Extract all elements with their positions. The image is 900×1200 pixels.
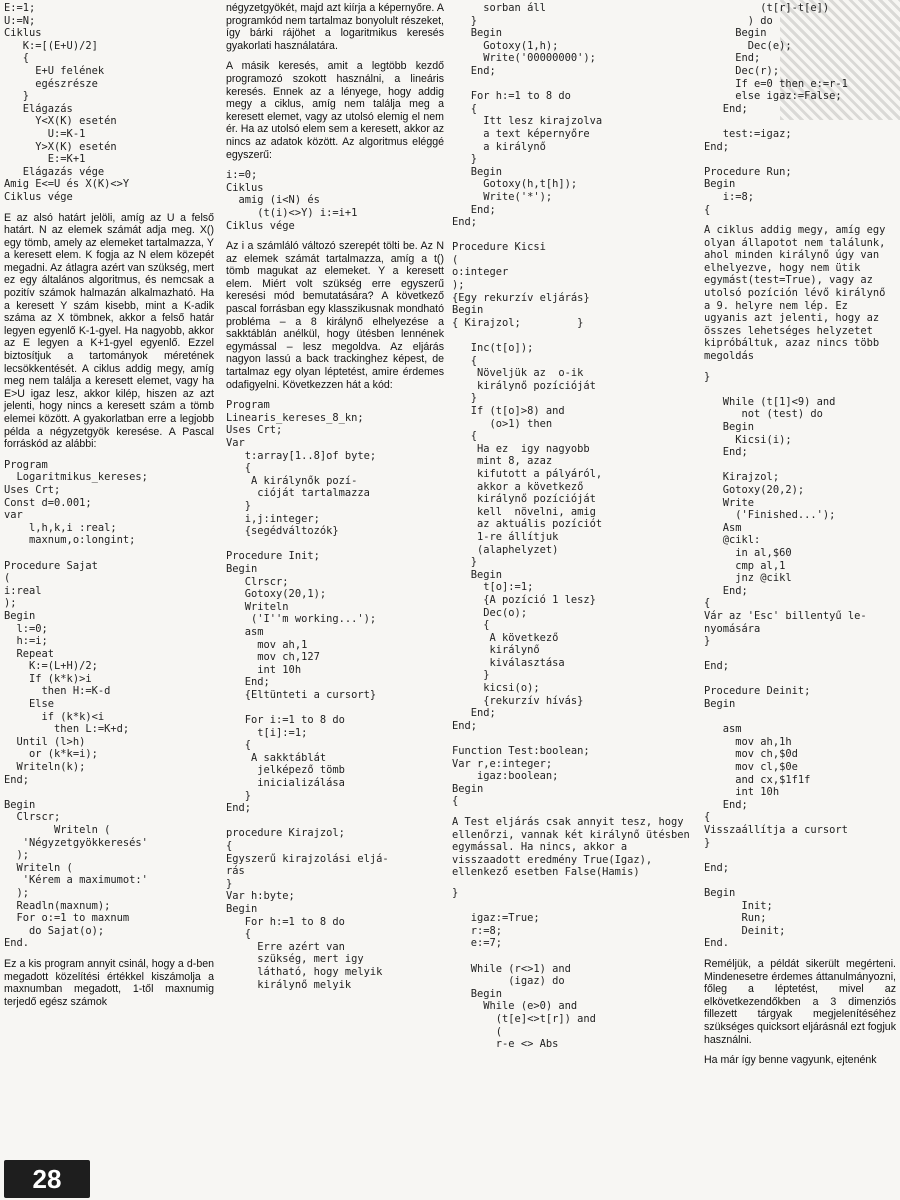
paragraph: A másik keresés, amit a legtöbb kezdő programozó szokott használni, a lineáris keresés. Ennek az a lényege, hogy addig megy a ciklus, amíg nem találja meg a keresett elemet, vagy az utolsó elemig el nem ér. Ha az utolsó elem sem a keresett, akkor az nincs az adatok között. Az algoritmus eléggé egyszerű: (226, 60, 444, 161)
code-block: (t[r]-t[e]) ) do Begin Dec(e); End; Dec(r); If e=0 then e:=r-1 else igaz:=False; End; test:=igaz; End; Procedure Run; Begin i:=8; { (704, 2, 848, 216)
code-comment-paragraph: A ciklus addig megy, amíg egy olyan állapotot nem találunk, ahol minden királynő úgy van elhelyezve, hogy nem ütik egymást(test=True), vagy az utolsó pozíción lévő királynő a 9. helyre nem lép. Ez ugyanis azt jelenti, hogy az összes lehetséges helyzetet kipróbáltuk, azaz nincs több megoldás (704, 224, 892, 363)
code-block: } igaz:=True; r:=8; e:=7; While (r<>1) and (igaz) do Begin While (e>0) and (t[e]<>t[r]) and ( r-e <> Abs (452, 886, 596, 1051)
code-block: sorban áll } Begin Gotoxy(1,h); Write('00000000'); End; For h:=1 to 8 do { Itt lesz kirajzolva a text képernyőre a királynő } Begin Gotoxy(h,t[h]); Write('*'); End; End; Procedure Kicsi ( o:integer ); {Egy rekurzív eljárás} Begin { Kirajzol; } Inc(t[o]); { Növeljük az o-ik királynő pozícióját } If (t[o]>8) and (o>1) then { Ha ez igy nagyobb mint 8, azaz kifutott a pályáról, akkor a következő királynő pozícióját kell növelni, amig az aktuális pozíciót 1-re állítjuk (alaphelyzet) } Begin t[o]:=1; {A pozíció 1 lesz} Dec(o); { A következő királynő kiválasztása } kicsi(o); {rekurzív hívás} End; End; Function Test:boolean; Var r,e:integer; igaz:boolean; Begin { (452, 2, 603, 808)
code-block: Program Linearis_kereses_8_kn; Uses Crt; Var t:array[1..8]of byte; { A királynők pozí- cióját tartalmazza } i,j:integer; {segédváltozók} Procedure Init; Begin Clrscr; Gotoxy(20,1); Writeln ('I''m working...'); asm mov ah,1 mov ch,127 int 10h End; {Eltünteti a cursort} For i:=1 to 8 do t[i]:=1; { A sakktáblát jelképező tömb inicializálása } End; procedure Kirajzol; { Egyszerű kirajzolási eljá- rás } Var h:byte; Begin For h:=1 to 8 do { Erre azért van szükség, mert igy látható, hogy melyik királynő melyik (226, 399, 389, 991)
paragraph: E az alsó határt jelöli, amíg az U a felső határt. N az elemek számát adja meg. X() egy tömb, amely az elemeket tartalmazza, Y a keresett elem. K fogja az N elem közepét megadni. Az átlagra azért van szükség, mert ez egy általános algoritmus, és nemcsak a pozitív számok halmazán alkalmazható. Ha a keresett Y szám kisebb, mint a K-adik száma az X tömbnek, akkor a felső határ legyen egyenlő K-1-gyel. Ha nagyobb, akkor az E legyen a K+1-gyel egyenlő. Ezzel biztosítjuk a tartományok méretének lecsökkentését. A ciklus addig megy, amíg meg nem találja a keresett elemet, vagy ha E>U igaz lesz, akkor kilép, hiszen az azt jelenti, hogy nincs a keresett szám a tömb elemei között. A gyakorlatban erre a legjobb példa a négyzetgyök keresése. A Pascal forráskód az alábbi: (4, 211, 214, 451)
paragraph: Reméljük, a példát sikerült megérteni. Mindenesetre érdemes áttanulmányozni, főleg a léptetést, mivel az elkövetkezendőkben a 3 dimenziós fillezett tárgyak megjelenítéséhez szükséges quicksort eljárásnál ezt fogjuk használni. (704, 957, 896, 1046)
code-block: E:=1; U:=N; Ciklus K:=[(E+U)/2] { E+U felének egészrésze } Elágazás Y<X(K) esetén U:=K-1 Y>X(K) esetén E:=K+1 Elágazás vége Amig E<=U és X(K)<>Y Ciklus vége (4, 2, 130, 203)
paragraph: Ez a kis program annyit csinál, hogy a d-ben megadott közelítési értékkel kiszámolja a maxnumban megadott, 1-től maxnumig terjedő egész számok (4, 957, 214, 1008)
code-block: Program Logaritmikus_kereses; Uses Crt; Const d=0.001; var l,h,k,i :real; maxnum,o:longint; Procedure Sajat ( i:real ); Begin l:=0; h:=i; Repeat K:=(L+H)/2; If (k*k)>i then H:=K-d Else if (k*k)<i then L:=K+d; Until (l>h) or (k*k=i); Writeln(k); End; Begin Clrscr; Writeln ( 'Négyzetgyökkeresés' ); Writeln ( 'Kérem a maximumot:' ); Readln(maxnum); For o:=1 to maxnum do Sajat(o); End. (4, 458, 148, 950)
column-2 (226, 2, 444, 1132)
code-block: i:=0; Ciklus amig (i<N) és (t(i)<>Y) i:=i+1 Ciklus vége (226, 169, 358, 232)
paragraph: Ha már így benne vagyunk, ejtenénk (704, 1054, 877, 1067)
column-4 (704, 2, 896, 1132)
column-1 (4, 2, 214, 1132)
paragraph: négyzetgyökét, majd azt kiírja a képernyőre. A programkód nem tartalmaz bonyolult részeket, így bárki rájöhet a logaritmikus keresés gyakorlati használatára. (226, 2, 444, 52)
column-3 (452, 2, 696, 1132)
code-block: } While (t[1]<9) and not (test) do Begin Kicsi(i); End; Kirajzol; Gotoxy(20,2); Write ('Finished...'); Asm @cikl: in al,$60 cmp al,1 jnz @cikl End; { Vár az 'Esc' billentyű le- nyomására } End; Procedure Deinit; Begin asm mov ah,1h mov ch,$0d mov cl,$0e and cx,$1f1f int 10h End; { Visszaállítja a cursort } End; Begin Init; Run; Deinit; End. (704, 370, 867, 950)
page-number: 28 (4, 1160, 90, 1198)
paragraph: Az i a számláló változó szerepét tölti be. Az N az elemek számát tartalmazza, amíg a t() tömb magukat az elemeket. Y a keresett elem. Miért volt szükség erre egyszerű keresési mód bemutatására? A következő pascal forrásban egy klasszikusnak mondható probléma – a 8 királynő elhelyezése a sakktáblán anélkül, hogy ütésben lennének egymással – lesz megoldva. Az eljárás nagyon lassú a back trackinghez képest, de tartalmaz egy olyan léptetést, amire érdemes odafigyelni. Következzen hát a kód: (226, 240, 444, 391)
code-comment-paragraph: A Test eljárás csak annyit tesz, hogy ellenőrzi, vannak két királynő ütésben egymással. Ha nincs, akkor a visszaadott eredmény True(Igaz), ellenkező esetben False(Hamis) (452, 816, 696, 879)
